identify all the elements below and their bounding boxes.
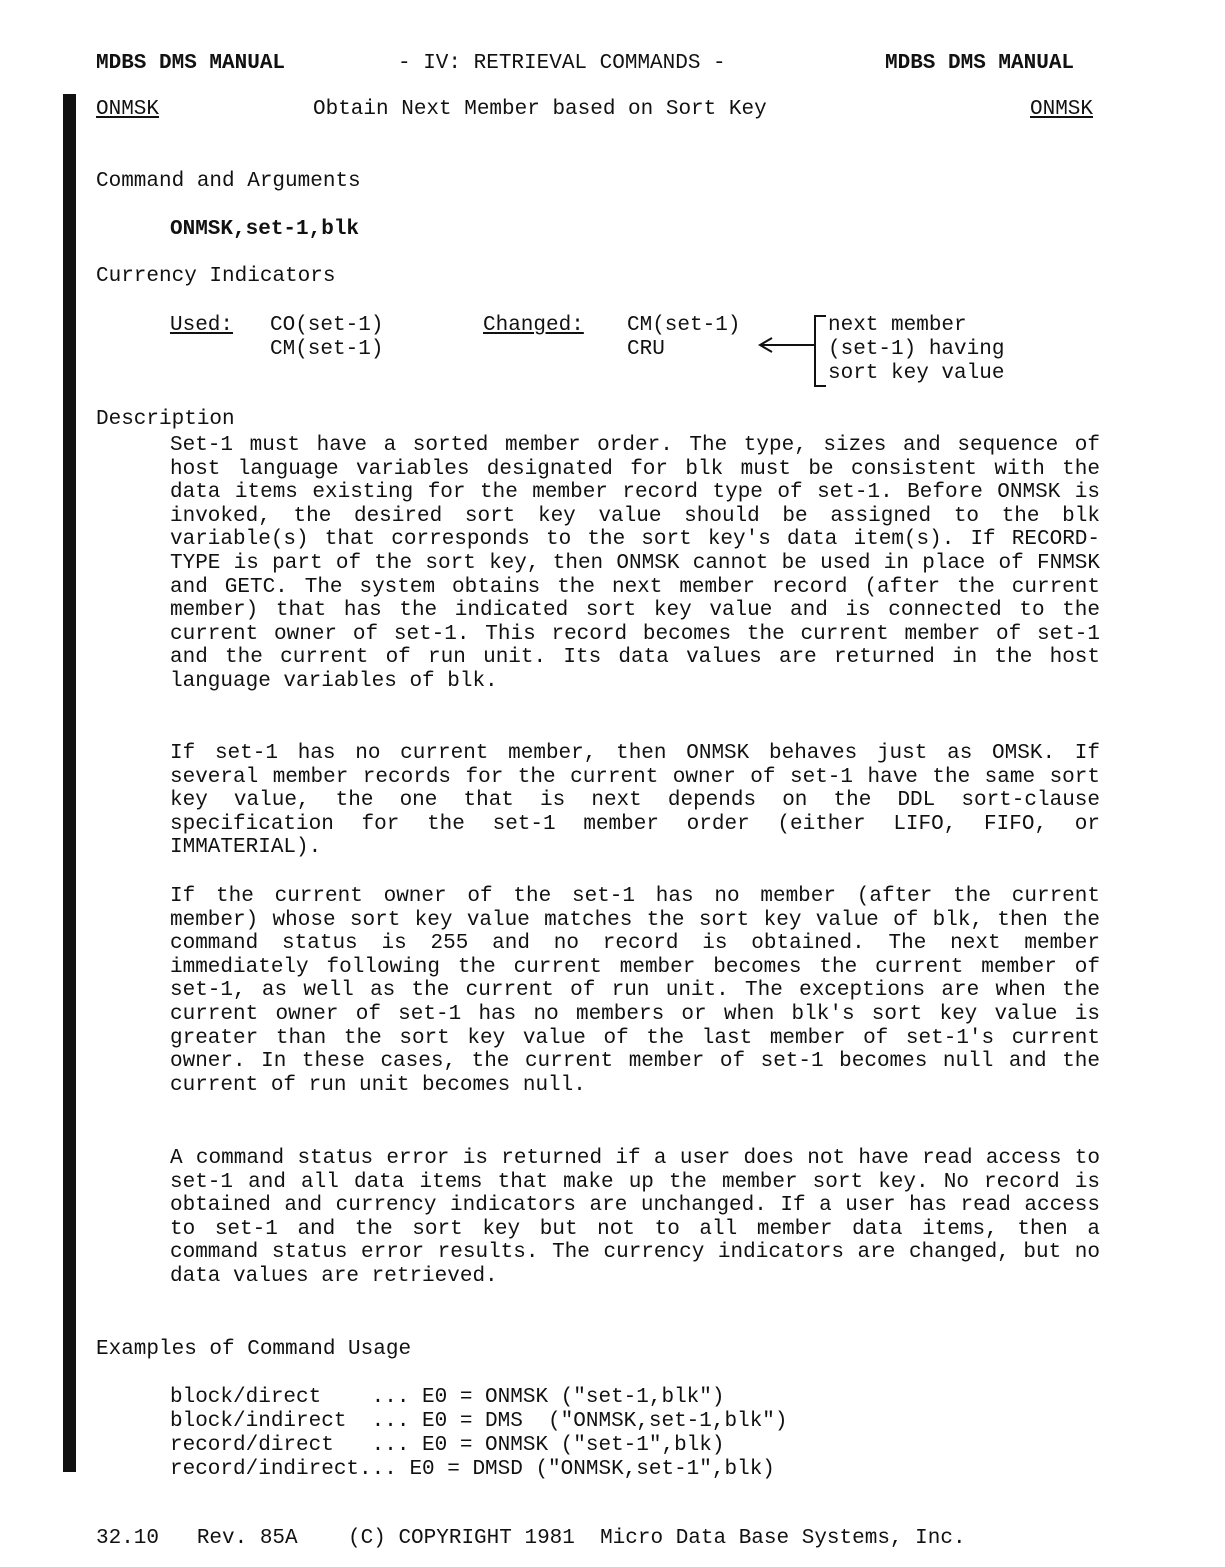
example-line: block/direct ... E0 = ONMSK ("set-1,blk") [170,1386,725,1409]
page-footer: 32.10 Rev. 85A (C) COPYRIGHT 1981 Micro Data Base Systems, Inc. [96,1527,966,1550]
command-code-right: ONMSK [1030,98,1094,121]
changed-value: CRU [627,338,665,361]
currency-indicators-heading: Currency Indicators [96,265,336,288]
examples-heading: Examples of Command Usage [96,1338,412,1361]
bracket-note-line: next member [828,314,967,337]
used-value: CO(set-1) [270,314,384,337]
bracket-note-line: (set-1) having [828,338,1005,361]
command-arguments-heading: Command and Arguments [96,170,361,193]
example-line: record/direct ... E0 = ONMSK ("set-1",blk) [170,1434,725,1457]
command-code-left: ONMSK [96,98,160,121]
changed-value: CM(set-1) [627,314,741,337]
description-paragraph: If set-1 has no current member, then ONMSK behaves just as OMSK. If several member records for the current owner of set-1 have the same sort key value, the one that is next depends on the DDL sort-clause specification for the set-1 member order (either LIFO, FIFO, or IMMATERIAL). [170,742,1100,860]
header-left: MDBS DMS MANUAL [96,52,286,75]
bracket-brace [814,315,826,387]
header-center: - IV: RETRIEVAL COMMANDS - [398,52,726,75]
command-title: Obtain Next Member based on Sort Key [313,98,767,121]
changed-label: Changed: [483,314,584,337]
description-paragraph: If the current owner of the set-1 has no member (after the current member) whose sort key value matches the sort key value of blk, then the command status is 255 and no record is obtained. The next member immediately following the current member becomes the current member of set-1, as well as the current of run unit. The exceptions are when the current owner of set-1 has no members or when blk's sort key value is greater than the sort key value of the last member of set-1's current owner. In these cases, the current member of set-1 becomes null and the current of run unit becomes null. [170,885,1100,1097]
description-paragraph: A command status error is returned if a user does not have read access to set-1 and all data items that make up the member sort key. No record is obtained and currency indicators are unchanged. If a user has read access to set-1 and the sort key but not to all member data items, then a command status error results. The currency indicators are changed, but no data values are retrieved. [170,1147,1100,1288]
description-paragraph: Set-1 must have a sorted member order. The type, sizes and sequence of host language variables designated for blk must be consistent with the data items existing for the member record type of set-1. Before ONMSK is invoked, the desired sort key value should be assigned to the blk variable(s) that corresponds to the sort key's data item(s). If RECORD-TYPE is part of the sort key, then ONMSK cannot be used in place of FNMSK and GETC. The system obtains the next member record (after the current member) that has the indicated sort key value and is connected to the current owner of set-1. This record becomes the current member of set-1 and the current of run unit. Its data values are returned in the host language variables of blk. [170,434,1100,693]
arrow-left-icon [756,335,816,355]
used-value: CM(set-1) [270,338,384,361]
example-line: block/indirect ... E0 = DMS ("ONMSK,set-1,blk") [170,1410,788,1433]
description-heading: Description [96,408,235,431]
command-syntax: ONMSK,set-1,blk [170,218,360,241]
bracket-note-line: sort key value [828,362,1005,385]
revision-change-bar [63,94,76,1472]
header-right: MDBS DMS MANUAL [885,52,1075,75]
example-line: record/indirect... E0 = DMSD ("ONMSK,set-1",blk) [170,1458,775,1481]
used-label: Used: [170,314,234,337]
